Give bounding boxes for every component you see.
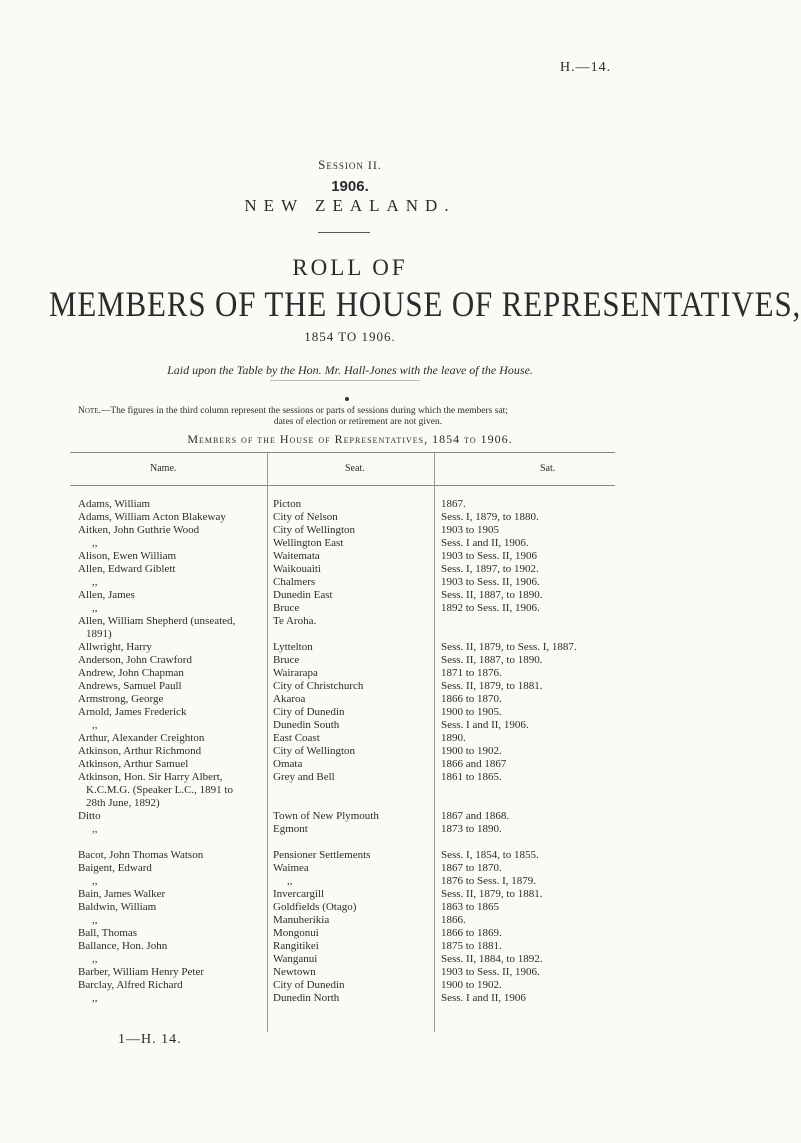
table-row [78,810,638,823]
seat-name: Omata [273,758,303,770]
member-name: ,, [92,823,98,835]
table-row [78,953,638,966]
seat-cell [273,537,433,550]
seat-cell [273,615,433,628]
seat-cell [273,576,433,589]
seat-name: City of Dunedin [273,706,345,718]
seat-cell [273,888,433,901]
seat-cell [273,849,433,862]
seat-name: City of Wellington [273,524,356,536]
table-row [78,888,638,901]
member-name: Adams, William [78,498,151,510]
seat-cell [273,654,433,667]
divider [318,232,370,233]
member-name: Anderson, John Crawford [78,654,192,666]
table-row [78,693,638,706]
sat-cell: 1876 to Sess. I, 1879. [441,875,537,887]
member-name: ,, [92,537,98,549]
seat-cell [273,771,433,784]
seat-cell [273,706,433,719]
table-row [78,901,638,914]
table-row [78,550,638,563]
seat-name: Waikouaiti [273,563,321,575]
seat-name: Wellington East [273,537,344,549]
seat-name: Rangitikei [273,940,319,952]
sat-cell: 1861 to 1865. [441,771,502,783]
seat-cell [273,862,433,875]
member-name: ,, [92,719,98,731]
table-row [78,862,638,875]
table-row [78,641,638,654]
member-name: Ball, Thomas [78,927,138,939]
seat-name: Chalmers [273,576,316,588]
seat-name: Town of New Plymouth [273,810,379,822]
session-label: Session [318,157,364,172]
sat-cell: Sess. I, 1897, to 1902. [441,563,539,575]
note-line-2: dates of election or retirement are not given. [273,417,443,427]
table-row [78,576,638,589]
table-header-rule [70,485,615,486]
table-row [78,589,638,602]
divider [270,380,420,381]
seat-name: Dunedin North [273,992,340,1004]
table-row [78,524,638,537]
seat-cell [273,810,433,823]
member-name: ,, [92,576,98,588]
member-name: Bacot, John Thomas Watson [78,849,204,861]
seat-cell [273,953,433,966]
sat-cell: 1867 and 1868. [441,810,510,822]
seat-name: City of Wellington [273,745,356,757]
sat-cell: 1900 to 1905. [441,706,502,718]
sat-cell: Sess. I, 1854, to 1855. [441,849,539,861]
seat-name: East Coast [273,732,320,744]
seat-name: City of Dunedin [273,979,345,991]
seat-cell [273,693,433,706]
member-name: Atkinson, Arthur Richmond [78,745,202,757]
sat-cell: Sess. II, 1887, to 1890. [441,589,543,601]
seat-cell [273,719,433,732]
table-row [78,719,638,732]
seat-cell [273,680,433,693]
seat-cell [273,732,433,745]
seat-name: Invercargill [273,888,325,900]
session-heading [0,157,700,173]
member-name-continued: 28th June, 1892) [86,797,160,809]
seat-cell [273,758,433,771]
seat-cell [273,602,433,615]
main-title: MEMBERS OF THE HOUSE OF REPRESENTATIVES, [49,284,801,324]
table-row [78,979,638,992]
seat-name: Mongonui [273,927,319,939]
seat-name: Newtown [273,966,316,978]
sat-cell: 1866 and 1867 [441,758,507,770]
member-name: ,, [92,953,98,965]
seat-name: Manuherikia [273,914,330,926]
sat-cell: Sess. I and II, 1906. [441,719,529,731]
seat-name: Wanganui [273,953,318,965]
note-label: Note. [78,406,101,416]
member-name: Adams, William Acton Blakeway [78,511,226,523]
sat-cell: Sess. II, 1879, to 1881. [441,680,543,692]
seat-cell [273,641,433,654]
seat-cell [273,498,433,511]
seat-name: Pensioner Settlements [273,849,371,861]
member-name: Allen, William Shepherd (unseated, [78,615,236,627]
sat-cell: 1866 to 1870. [441,693,502,705]
table-row [78,680,638,693]
seat-name: ,, [287,875,293,887]
page-number: H.—14. [560,60,612,75]
member-name: Baigent, Edward [78,862,152,874]
seat-cell [273,667,433,680]
seat-name: Picton [273,498,302,510]
table-row [78,498,638,511]
note-line-1: —The figures in the third column represent the sessions or parts of sessions during which the members sat; [100,406,508,416]
seat-cell [273,550,433,563]
country-heading: NEW ZEALAND. [244,196,456,215]
sat-cell: 1903 to Sess. II, 1906. [441,576,540,588]
member-name: ,, [92,875,98,887]
seat-name: Goldfields (Otago) [273,901,357,913]
sat-cell: Sess. I and II, 1906 [441,992,526,1004]
sat-cell: 1903 to Sess. II, 1906. [441,966,540,978]
member-name: ,, [92,992,98,1004]
seat-cell [273,914,433,927]
roll-of-heading: ROLL OF [292,255,408,280]
table-row [78,875,638,888]
laid-upon-note: Laid upon the Table by the Hon. Mr. Hall-Jones with the leave of the House. [167,363,533,377]
member-name: Aitken, John Guthrie Wood [78,524,200,536]
signature-mark: 1—H. 14. [118,1032,182,1047]
sat-cell: Sess. II, 1887, to 1890. [441,654,543,666]
table-title: Members of the House of Representatives, 1854 to 1906. [187,432,513,446]
seat-cell [273,563,433,576]
table-row [78,940,638,953]
table-row [78,992,638,1005]
table-row [78,914,638,927]
seat-cell [273,823,433,836]
seat-cell [273,940,433,953]
member-name: Bain, James Walker [78,888,166,900]
sat-cell: Sess. II, 1879, to 1881. [441,888,543,900]
session-number: II. [367,158,382,172]
member-name: Ballance, Hon. John [78,940,168,952]
member-name: ,, [92,602,98,614]
seat-name: Akaroa [273,693,306,705]
seat-name: Lyttelton [273,641,313,653]
table-row [78,732,638,745]
seat-cell [273,589,433,602]
sat-cell: 1866 to 1869. [441,927,502,939]
seat-cell [273,966,433,979]
header-seat: Seat. [345,463,365,474]
member-name: Atkinson, Arthur Samuel [78,758,189,770]
seat-name: Egmont [273,823,308,835]
table-row [78,511,638,524]
table-row [78,615,638,640]
member-name: Alison, Ewen William [78,550,177,562]
table-row [78,563,638,576]
sat-cell: 1903 to Sess. II, 1906 [441,550,537,562]
table-row [78,537,638,550]
table-row [78,771,638,809]
bullet-mark [345,397,349,401]
seat-name: Bruce [273,654,300,666]
seat-name: City of Nelson [273,511,338,523]
sat-cell: 1892 to Sess. II, 1906. [441,602,540,614]
member-name: Barber, William Henry Peter [78,966,204,978]
member-name: Ditto [78,810,101,822]
years-subtitle: 1854 TO 1906. [304,329,396,344]
header-sat: Sat. [540,463,556,474]
member-name: Armstrong, George [78,693,164,705]
seat-name: Wairarapa [273,667,318,679]
table-row [78,602,638,615]
table-header-rule [70,452,615,453]
seat-cell [273,979,433,992]
seat-cell [273,901,433,914]
sat-cell: 1867 to 1870. [441,862,502,874]
sat-cell: 1890. [441,732,466,744]
member-name-continued: 1891) [86,628,112,640]
seat-cell [273,992,433,1005]
sat-cell: Sess. II, 1879, to Sess. I, 1887. [441,641,577,653]
sat-cell: 1900 to 1902. [441,979,502,991]
sat-cell: 1863 to 1865 [441,901,500,913]
seat-name: Dunedin South [273,719,340,731]
sat-cell: 1900 to 1902. [441,745,502,757]
member-name: Allwright, Harry [78,641,152,653]
table-row [78,706,638,719]
sat-cell: 1875 to 1881. [441,940,502,952]
seat-cell [273,745,433,758]
sat-cell: 1873 to 1890. [441,823,502,835]
seat-name: Te Aroha. [273,615,317,627]
seat-cell [273,511,433,524]
member-name: Allen, James [78,589,135,601]
sat-cell: 1871 to 1876. [441,667,502,679]
table-row [78,667,638,680]
sat-cell: Sess. I, 1879, to 1880. [441,511,539,523]
sat-cell: 1866. [441,914,466,926]
table-row [78,927,638,940]
seat-cell [273,524,433,537]
table-row [78,654,638,667]
seat-cell [273,875,433,888]
table-row [78,966,638,979]
sat-cell: Sess. II, 1884, to 1892. [441,953,543,965]
seat-cell [273,927,433,940]
table-row [78,849,638,862]
year: 1906. [331,178,369,195]
seat-name: Bruce [273,602,300,614]
member-name: ,, [92,914,98,926]
member-name: Andrew, John Chapman [78,667,184,679]
seat-name: Waitemata [273,550,320,562]
member-name: Baldwin, William [78,901,157,913]
table-row [78,758,638,771]
sat-cell: Sess. I and II, 1906. [441,537,529,549]
seat-name: Dunedin East [273,589,333,601]
member-name: Andrews, Samuel Paull [78,680,182,692]
member-name: Atkinson, Hon. Sir Harry Albert, [78,771,223,783]
table-row [78,745,638,758]
member-name: Arnold, James Frederick [78,706,187,718]
header-name: Name. [150,463,177,474]
member-name-continued: K.C.M.G. (Speaker L.C., 1891 to [86,784,233,796]
seat-name: Grey and Bell [273,771,335,783]
sat-cell: 1867. [441,498,466,510]
table-row [78,823,638,836]
seat-name: Waimea [273,862,309,874]
member-name: Barclay, Alfred Richard [78,979,183,991]
member-name: Arthur, Alexander Creighton [78,732,205,744]
member-name: Allen, Edward Giblett [78,563,176,575]
seat-name: City of Christchurch [273,680,364,692]
sat-cell: 1903 to 1905 [441,524,500,536]
explanatory-note [78,406,638,428]
